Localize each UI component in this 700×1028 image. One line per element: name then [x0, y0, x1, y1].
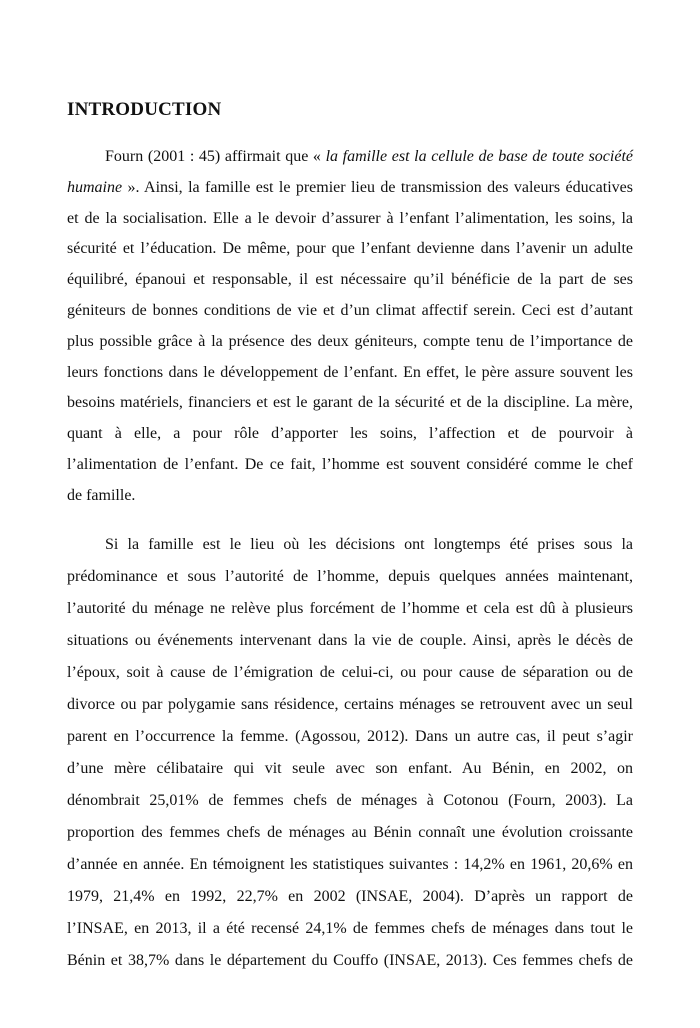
text-line: leurs fonctions dans le développement de l’enfant. En effet, le père assure souvent les — [67, 363, 633, 381]
text-line: Bénin et 38,7% dans le département du Couffo (INSAE, 2013). Ces femmes chefs de — [67, 951, 633, 969]
text-line: plus possible grâce à la présence des deux géniteurs, compte tenu de l’importance de — [67, 332, 633, 350]
text-line: géniteurs de bonnes conditions de vie et d’un climat affectif serein. Ceci est d’autant — [67, 301, 633, 319]
text-line: dénombrait 25,01% de femmes chefs de ménages à Cotonou (Fourn, 2003). La — [67, 791, 633, 809]
text-line: d’année en année. En témoignent les statistiques suivantes : 14,2% en 1961, 20,6% en — [67, 855, 633, 873]
text-line: divorce ou par polygamie sans résidence, certains ménages se retrouvent avec un seul — [67, 695, 633, 713]
text-line: prédominance et sous l’autorité de l’homme, depuis quelques années maintenant, — [67, 567, 633, 585]
text-line: situations ou événements intervenant dans la vie de couple. Ainsi, après le décès de — [67, 631, 633, 649]
text-segment: ». Ainsi, la famille est le premier lieu de transmission des valeurs éducatives — [122, 178, 633, 196]
text-line: d’une mère célibataire qui vit seule avec son enfant. Au Bénin, en 2002, on — [67, 759, 633, 777]
text-line: l’époux, soit à cause de l’émigration de celui-ci, ou pour cause de séparation ou de — [67, 663, 633, 681]
paragraph-2 — [67, 529, 633, 977]
text-line: l’INSAE, en 2013, il a été recensé 24,1% de femmes chefs de ménages dans tout le — [67, 919, 633, 937]
text-line — [67, 173, 633, 204]
text-line: l’autorité du ménage ne relève plus forcément de l’homme et cela est dû à plusieurs — [67, 599, 633, 617]
text-line: quant à elle, a pour rôle d’apporter les soins, l’affection et de pourvoir à — [67, 425, 633, 443]
text-line: sécurité et l’éducation. De même, pour que l’enfant devienne dans l’avenir un adulte — [67, 240, 633, 258]
text-line: équilibré, épanoui et responsable, il est nécessaire qu’il bénéficie de la part de ses — [67, 271, 633, 289]
text-line: et de la socialisation. Elle a le devoir d’assurer à l’enfant l’alimentation, les soins, la — [67, 209, 633, 227]
text-line: 1979, 21,4% en 1992, 22,7% en 2002 (INSAE, 2004). D’après un rapport de — [67, 887, 633, 905]
quote-italic: humaine — [67, 178, 123, 196]
text-line: de famille. — [67, 486, 136, 504]
paragraph-1 — [67, 142, 633, 512]
text-line: proportion des femmes chefs de ménages au Bénin connaît une évolution croissante — [67, 823, 633, 841]
text-line: parent en l’occurrence la femme. (Agossou, 2012). Dans un autre cas, il peut s’agir — [67, 727, 633, 745]
section-heading: INTRODUCTION — [67, 99, 222, 120]
quote-italic: la famille est la cellule de base de toute société — [325, 148, 634, 165]
text-line — [67, 142, 633, 173]
text-line: besoins matériels, financiers et est le garant de la sécurité et de la discipline. La mère, — [67, 394, 633, 412]
text-line: l’alimentation de l’enfant. De ce fait, l’homme est souvent considéré comme le chef — [67, 455, 633, 473]
text-line: Si la famille est le lieu où les décisions ont longtemps été prises sous la — [105, 535, 633, 553]
text-segment: Fourn (2001 : 45) affirmait que « — [105, 148, 326, 165]
